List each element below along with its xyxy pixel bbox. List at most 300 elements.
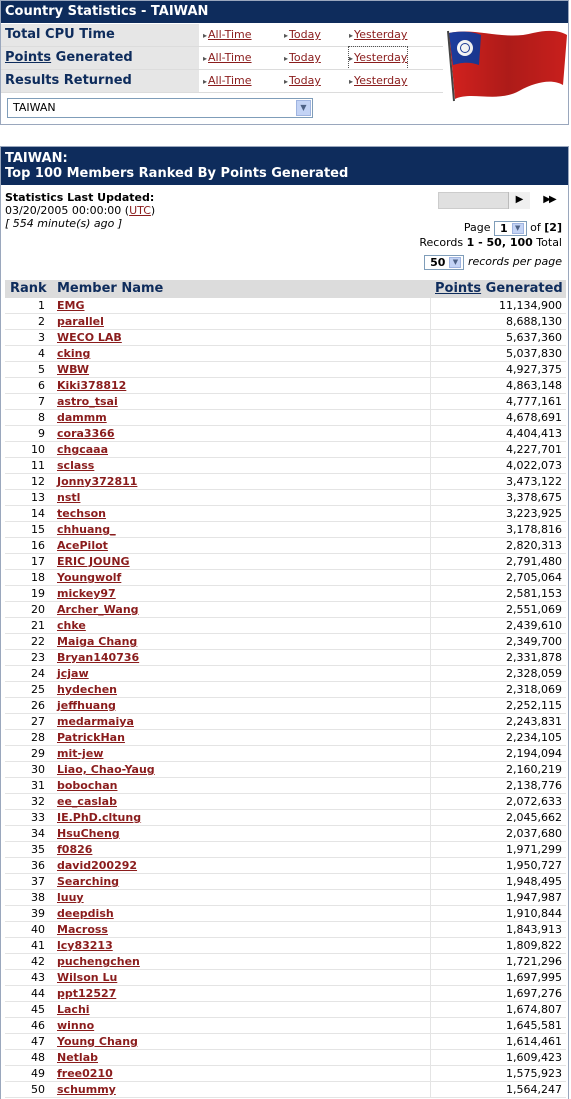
member-name-link[interactable]: sclass bbox=[57, 459, 95, 472]
rank-cell: 47 bbox=[31, 1035, 45, 1048]
member-name-link[interactable]: Wilson Lu bbox=[57, 971, 118, 984]
member-name-link[interactable]: chhuang_ bbox=[57, 523, 116, 536]
table-row bbox=[5, 778, 566, 794]
table-row bbox=[5, 586, 566, 602]
column-divider bbox=[430, 970, 431, 986]
table-row bbox=[5, 826, 566, 842]
arrow-icon: ▸ bbox=[349, 31, 354, 40]
member-name-link[interactable]: parallel bbox=[57, 315, 104, 328]
link-text: Today bbox=[289, 51, 321, 64]
table-row bbox=[5, 1050, 566, 1066]
column-divider bbox=[430, 650, 431, 666]
column-divider bbox=[430, 538, 431, 554]
member-name-link[interactable]: bobochan bbox=[57, 779, 118, 792]
rank-cell: 16 bbox=[31, 539, 45, 552]
member-name-link[interactable]: Jonny372811 bbox=[57, 475, 138, 488]
points-cell: 1,948,495 bbox=[506, 875, 562, 888]
column-divider bbox=[430, 890, 431, 906]
stats-row-label bbox=[1, 47, 199, 69]
points-cell: 4,863,148 bbox=[506, 379, 562, 392]
table-row bbox=[5, 442, 566, 458]
points-cell: 4,927,375 bbox=[506, 363, 562, 376]
table-row bbox=[5, 858, 566, 874]
rank-cell: 3 bbox=[38, 331, 45, 344]
table-row bbox=[5, 570, 566, 586]
points-cell: 1,575,923 bbox=[506, 1067, 562, 1080]
points-cell: 2,037,680 bbox=[506, 827, 562, 840]
rank-cell: 15 bbox=[31, 523, 45, 536]
column-divider bbox=[430, 570, 431, 586]
member-name-link[interactable]: Searching bbox=[57, 875, 120, 888]
member-name-link[interactable]: mit-jew bbox=[57, 747, 104, 760]
member-name-link[interactable]: chke bbox=[57, 619, 86, 632]
arrow-icon: ▸ bbox=[349, 77, 354, 86]
column-divider bbox=[430, 874, 431, 890]
member-name-link[interactable]: medarmaiya bbox=[57, 715, 134, 728]
table-row bbox=[5, 602, 566, 618]
column-divider bbox=[430, 442, 431, 458]
column-divider bbox=[430, 730, 431, 746]
ranking-title bbox=[1, 147, 568, 185]
table-row bbox=[5, 762, 566, 778]
cpu-yesterday-link[interactable] bbox=[349, 24, 407, 46]
chevron-down-icon[interactable]: ▼ bbox=[512, 223, 524, 234]
column-divider bbox=[430, 794, 431, 810]
table-row bbox=[5, 490, 566, 506]
column-member-name: Member Name bbox=[57, 281, 164, 296]
label-text: Total CPU Time bbox=[5, 27, 115, 42]
column-divider bbox=[430, 634, 431, 650]
points-cell: 1,947,987 bbox=[506, 891, 562, 904]
rank-cell: 25 bbox=[31, 683, 45, 696]
rank-cell: 1 bbox=[38, 299, 45, 312]
member-name-link[interactable]: chgcaaa bbox=[57, 443, 109, 456]
rank-cell: 2 bbox=[38, 315, 45, 328]
rank-cell: 21 bbox=[31, 619, 45, 632]
table-row bbox=[5, 874, 566, 890]
rank-cell: 42 bbox=[31, 955, 45, 968]
page-total: [2] bbox=[544, 221, 562, 234]
stats-row-label bbox=[1, 24, 199, 46]
column-divider bbox=[430, 698, 431, 714]
table-row bbox=[5, 682, 566, 698]
rank-cell: 48 bbox=[31, 1051, 45, 1064]
cpu-today-link[interactable] bbox=[284, 24, 321, 46]
points-cell: 5,037,830 bbox=[506, 347, 562, 360]
page-of-label: of bbox=[530, 221, 541, 234]
points-cell: 2,331,878 bbox=[506, 651, 562, 664]
member-name-link[interactable]: deepdish bbox=[57, 907, 114, 920]
points-cell: 1,843,913 bbox=[506, 923, 562, 936]
table-row bbox=[5, 842, 566, 858]
points-cell: 1,950,727 bbox=[506, 859, 562, 872]
table-row bbox=[5, 346, 566, 362]
member-name-link[interactable]: puchengchen bbox=[57, 955, 140, 968]
column-divider bbox=[430, 906, 431, 922]
last-page-icon[interactable]: ▶▶ bbox=[543, 194, 555, 205]
table-row bbox=[5, 714, 566, 730]
points-cell: 1,697,995 bbox=[506, 971, 562, 984]
pager bbox=[438, 192, 566, 209]
member-name-link[interactable]: Archer_Wang bbox=[57, 603, 139, 616]
ranking-panel bbox=[0, 146, 569, 1099]
column-divider bbox=[430, 858, 431, 874]
points-cell: 2,194,094 bbox=[506, 747, 562, 760]
rank-cell: 19 bbox=[31, 587, 45, 600]
arrow-icon: ▸ bbox=[284, 54, 289, 63]
table-row bbox=[5, 954, 566, 970]
table-row bbox=[5, 330, 566, 346]
column-divider bbox=[430, 506, 431, 522]
table-row bbox=[5, 650, 566, 666]
page-selector bbox=[464, 219, 562, 237]
rank-cell: 8 bbox=[38, 411, 45, 424]
points-cell: 11,134,900 bbox=[499, 299, 562, 312]
member-name-link[interactable]: nstl bbox=[57, 491, 81, 504]
member-name-link[interactable]: winno bbox=[57, 1019, 95, 1032]
member-name-link[interactable]: Macross bbox=[57, 923, 108, 936]
column-divider bbox=[430, 1066, 431, 1082]
points-cell: 2,439,610 bbox=[506, 619, 562, 632]
points-cell: 1,564,247 bbox=[506, 1083, 562, 1096]
link-text: Today bbox=[289, 28, 321, 41]
updated-date: 03/20/2005 00:00:00 ( bbox=[5, 204, 130, 217]
rank-cell: 24 bbox=[31, 667, 45, 680]
member-name-link[interactable]: cking bbox=[57, 347, 91, 360]
points-cell: 2,820,313 bbox=[506, 539, 562, 552]
member-name-link[interactable]: ERIC JOUNG bbox=[57, 555, 130, 568]
points-cell: 2,328,059 bbox=[506, 667, 562, 680]
column-divider bbox=[430, 986, 431, 1002]
points-today-link[interactable] bbox=[284, 47, 321, 69]
table-row bbox=[5, 394, 566, 410]
page-select[interactable] bbox=[494, 221, 527, 236]
rank-cell: 18 bbox=[31, 571, 45, 584]
column-divider bbox=[430, 1082, 431, 1098]
member-name-link[interactable]: Lachi bbox=[57, 1003, 90, 1016]
column-divider bbox=[430, 778, 431, 794]
column-divider bbox=[430, 618, 431, 634]
points-cell: 4,404,413 bbox=[506, 427, 562, 440]
member-name-link[interactable]: Young Chang bbox=[57, 1035, 138, 1048]
points-cell: 3,473,122 bbox=[506, 475, 562, 488]
points-cell: 1,697,276 bbox=[506, 987, 562, 1000]
member-name-link[interactable]: jeffhuang bbox=[57, 699, 116, 712]
country-statistics-panel bbox=[0, 0, 569, 125]
table-row bbox=[5, 314, 566, 330]
column-divider bbox=[430, 666, 431, 682]
member-name-link[interactable]: IE.PhD.cltung bbox=[57, 811, 142, 824]
results-all-time-link[interactable] bbox=[203, 70, 252, 92]
rank-cell: 44 bbox=[31, 987, 45, 1000]
member-name-link[interactable]: WBW bbox=[57, 363, 90, 376]
points-cell: 1,910,844 bbox=[506, 907, 562, 920]
table-row bbox=[5, 698, 566, 714]
column-divider bbox=[430, 938, 431, 954]
points-cell: 3,178,816 bbox=[506, 523, 562, 536]
rank-cell: 30 bbox=[31, 763, 45, 776]
next-page-icon[interactable]: ▶ bbox=[508, 192, 530, 209]
members-table bbox=[5, 298, 566, 1098]
rank-cell: 17 bbox=[31, 555, 45, 568]
points-cell: 1,609,423 bbox=[506, 1051, 562, 1064]
rank-cell: 50 bbox=[31, 1083, 45, 1096]
member-name-link[interactable]: david200292 bbox=[57, 859, 138, 872]
column-divider bbox=[430, 522, 431, 538]
link-text: All-Time bbox=[208, 51, 252, 64]
column-divider bbox=[430, 330, 431, 346]
arrow-icon: ▸ bbox=[203, 54, 208, 63]
points-cell: 2,072,633 bbox=[506, 795, 562, 808]
link-text: Yesterday bbox=[354, 74, 408, 87]
label-text: Results Returned bbox=[5, 73, 132, 88]
link-text: All-Time bbox=[208, 74, 252, 87]
column-divider bbox=[430, 762, 431, 778]
column-divider bbox=[430, 842, 431, 858]
table-row bbox=[5, 986, 566, 1002]
table-row bbox=[5, 1018, 566, 1034]
member-name-link[interactable]: Kiki378812 bbox=[57, 379, 127, 392]
rank-cell: 33 bbox=[31, 811, 45, 824]
table-row bbox=[5, 458, 566, 474]
page-value: 1 bbox=[500, 221, 508, 235]
member-name-link[interactable]: Liao, Chao-Yaug bbox=[57, 763, 155, 776]
country-select[interactable] bbox=[7, 98, 313, 118]
column-divider bbox=[430, 1002, 431, 1018]
column-divider bbox=[430, 298, 431, 314]
title-description: Top 100 Members Ranked By Points Generated bbox=[5, 166, 349, 181]
points-cell: 2,705,064 bbox=[506, 571, 562, 584]
points-cell: 2,791,480 bbox=[506, 555, 562, 568]
column-divider bbox=[430, 1050, 431, 1066]
points-all-time-link[interactable] bbox=[203, 47, 252, 69]
stats-row-label bbox=[1, 70, 199, 92]
per-page-select[interactable] bbox=[424, 255, 464, 270]
column-divider bbox=[430, 746, 431, 762]
member-name-link[interactable]: EMG bbox=[57, 299, 85, 312]
rank-cell: 41 bbox=[31, 939, 45, 952]
column-divider bbox=[430, 954, 431, 970]
column-divider bbox=[430, 378, 431, 394]
member-name-link[interactable]: luuy bbox=[57, 891, 84, 904]
member-name-link[interactable]: ee_caslab bbox=[57, 795, 117, 808]
column-divider bbox=[430, 426, 431, 442]
rank-cell: 29 bbox=[31, 747, 45, 760]
rank-cell: 43 bbox=[31, 971, 45, 984]
per-page-selector bbox=[424, 253, 562, 271]
points-cell: 1,809,822 bbox=[506, 939, 562, 952]
results-today-link[interactable] bbox=[284, 70, 321, 92]
table-row bbox=[5, 426, 566, 442]
chevron-down-icon[interactable]: ▼ bbox=[296, 100, 311, 116]
cpu-all-time-link[interactable] bbox=[203, 24, 252, 46]
rank-cell: 37 bbox=[31, 875, 45, 888]
column-divider bbox=[430, 314, 431, 330]
table-row bbox=[5, 474, 566, 490]
member-name-link[interactable]: jcjaw bbox=[57, 667, 89, 680]
points-cell: 2,234,105 bbox=[506, 731, 562, 744]
points-cell: 5,637,360 bbox=[506, 331, 562, 344]
table-row bbox=[5, 1082, 566, 1098]
taiwan-flag-icon bbox=[445, 27, 569, 103]
rank-cell: 46 bbox=[31, 1019, 45, 1032]
rank-cell: 22 bbox=[31, 635, 45, 648]
points-cell: 2,318,069 bbox=[506, 683, 562, 696]
member-name-link[interactable]: cora3366 bbox=[57, 427, 115, 440]
column-divider bbox=[430, 682, 431, 698]
updated-ago: [ 554 minute(s) ago ] bbox=[5, 217, 123, 230]
column-divider bbox=[430, 410, 431, 426]
rank-cell: 35 bbox=[31, 843, 45, 856]
updated-label: Statistics Last Updated: bbox=[5, 191, 155, 204]
column-divider bbox=[430, 826, 431, 842]
table-row bbox=[5, 538, 566, 554]
table-row bbox=[5, 1034, 566, 1050]
rank-cell: 20 bbox=[31, 603, 45, 616]
column-divider bbox=[430, 1018, 431, 1034]
rank-cell: 11 bbox=[31, 459, 45, 472]
points-cell: 2,581,153 bbox=[506, 587, 562, 600]
arrow-icon: ▸ bbox=[284, 77, 289, 86]
member-name-link[interactable]: HsuCheng bbox=[57, 827, 120, 840]
link-text: All-Time bbox=[208, 28, 252, 41]
records-total-label: Total bbox=[536, 236, 562, 249]
column-divider bbox=[430, 362, 431, 378]
divider bbox=[1, 92, 443, 93]
points-cell: 4,227,701 bbox=[506, 443, 562, 456]
column-divider bbox=[430, 602, 431, 618]
rank-cell: 36 bbox=[31, 859, 45, 872]
rank-cell: 31 bbox=[31, 779, 45, 792]
column-divider bbox=[430, 554, 431, 570]
member-name-link[interactable]: astro_tsai bbox=[57, 395, 118, 408]
table-row bbox=[5, 922, 566, 938]
table-row bbox=[5, 634, 566, 650]
points-cell: 2,045,662 bbox=[506, 811, 562, 824]
member-name-link[interactable]: Bryan140736 bbox=[57, 651, 140, 664]
points-cell: 1,721,296 bbox=[506, 955, 562, 968]
table-row bbox=[5, 810, 566, 826]
column-divider bbox=[430, 714, 431, 730]
table-row bbox=[5, 938, 566, 954]
table-row bbox=[5, 890, 566, 906]
member-name-link[interactable]: WECO LAB bbox=[57, 331, 122, 344]
member-name-link[interactable]: schummy bbox=[57, 1083, 116, 1096]
results-yesterday-link[interactable] bbox=[349, 70, 407, 92]
rank-cell: 9 bbox=[38, 427, 45, 440]
points-cell: 2,349,700 bbox=[506, 635, 562, 648]
column-divider bbox=[430, 922, 431, 938]
records-label: Records bbox=[419, 236, 464, 249]
rank-cell: 13 bbox=[31, 491, 45, 504]
table-row bbox=[5, 506, 566, 522]
member-name-link[interactable]: techson bbox=[57, 507, 107, 520]
member-name-link[interactable]: ppt12527 bbox=[57, 987, 117, 1000]
rank-cell: 26 bbox=[31, 699, 45, 712]
points-cell: 2,160,219 bbox=[506, 763, 562, 776]
rank-cell: 14 bbox=[31, 507, 45, 520]
per-page-value: 50 bbox=[430, 255, 446, 269]
records-range: 1 - 50, 100 bbox=[466, 236, 533, 249]
member-name-link[interactable]: lcy83213 bbox=[57, 939, 113, 952]
rank-cell: 32 bbox=[31, 795, 45, 808]
member-name-link[interactable]: Youngwolf bbox=[57, 571, 122, 584]
rank-cell: 45 bbox=[31, 1003, 45, 1016]
points-yesterday-link[interactable] bbox=[349, 47, 407, 69]
member-name-link[interactable]: free0210 bbox=[57, 1067, 113, 1080]
table-row bbox=[5, 1002, 566, 1018]
stats-row-points bbox=[1, 47, 443, 69]
rank-cell: 27 bbox=[31, 715, 45, 728]
points-link[interactable]: Points bbox=[5, 50, 52, 65]
member-name-link[interactable]: AcePilot bbox=[57, 539, 108, 552]
panel-title: Country Statistics - TAIWAN bbox=[1, 1, 568, 23]
rank-cell: 28 bbox=[31, 731, 45, 744]
column-divider bbox=[430, 346, 431, 362]
page-label: Page bbox=[463, 221, 491, 234]
last-updated bbox=[5, 191, 155, 230]
table-row bbox=[5, 522, 566, 538]
table-row bbox=[5, 730, 566, 746]
column-divider bbox=[430, 490, 431, 506]
title-country: TAIWAN: bbox=[5, 151, 68, 166]
member-name-link[interactable]: f0826 bbox=[57, 843, 93, 856]
link-text: Yesterday bbox=[354, 28, 408, 41]
member-name-link[interactable]: dammm bbox=[57, 411, 107, 424]
link-text: Today bbox=[289, 74, 321, 87]
rank-cell: 4 bbox=[38, 347, 45, 360]
column-divider bbox=[430, 394, 431, 410]
points-cell: 1,674,807 bbox=[506, 1003, 562, 1016]
rank-cell: 12 bbox=[31, 475, 45, 488]
rank-cell: 5 bbox=[38, 363, 45, 376]
points-cell: 4,678,691 bbox=[506, 411, 562, 424]
table-row bbox=[5, 378, 566, 394]
rank-cell: 40 bbox=[31, 923, 45, 936]
column-points-rest: Generated bbox=[481, 281, 563, 296]
column-divider bbox=[430, 458, 431, 474]
table-row bbox=[5, 298, 566, 314]
table-row bbox=[5, 410, 566, 426]
rank-cell: 6 bbox=[38, 379, 45, 392]
member-name-link[interactable]: Netlab bbox=[57, 1051, 98, 1064]
column-rank: Rank bbox=[10, 281, 47, 296]
member-name-link[interactable]: PatrickHan bbox=[57, 731, 125, 744]
table-row bbox=[5, 666, 566, 682]
sort-points-link[interactable]: Points bbox=[435, 281, 482, 296]
column-divider bbox=[430, 586, 431, 602]
points-cell: 3,223,925 bbox=[506, 507, 562, 520]
rank-cell: 7 bbox=[38, 395, 45, 408]
points-cell: 2,252,115 bbox=[506, 699, 562, 712]
arrow-icon: ▸ bbox=[284, 31, 289, 40]
table-row bbox=[5, 554, 566, 570]
member-name-link[interactable]: hydechen bbox=[57, 683, 117, 696]
chevron-down-icon[interactable]: ▼ bbox=[449, 257, 461, 268]
rank-cell: 49 bbox=[31, 1067, 45, 1080]
points-cell: 1,645,581 bbox=[506, 1019, 562, 1032]
label-text: Generated bbox=[51, 50, 133, 65]
points-cell: 4,022,073 bbox=[506, 459, 562, 472]
arrow-icon: ▸ bbox=[203, 77, 208, 86]
points-cell: 2,551,069 bbox=[506, 603, 562, 616]
selected-country: TAIWAN bbox=[13, 101, 56, 114]
utc-link[interactable]: UTC bbox=[129, 204, 151, 217]
member-name-link[interactable]: mickey97 bbox=[57, 587, 116, 600]
rank-cell: 10 bbox=[31, 443, 45, 456]
stats-row-cpu-time bbox=[1, 24, 443, 46]
member-name-link[interactable]: Maiga Chang bbox=[57, 635, 138, 648]
